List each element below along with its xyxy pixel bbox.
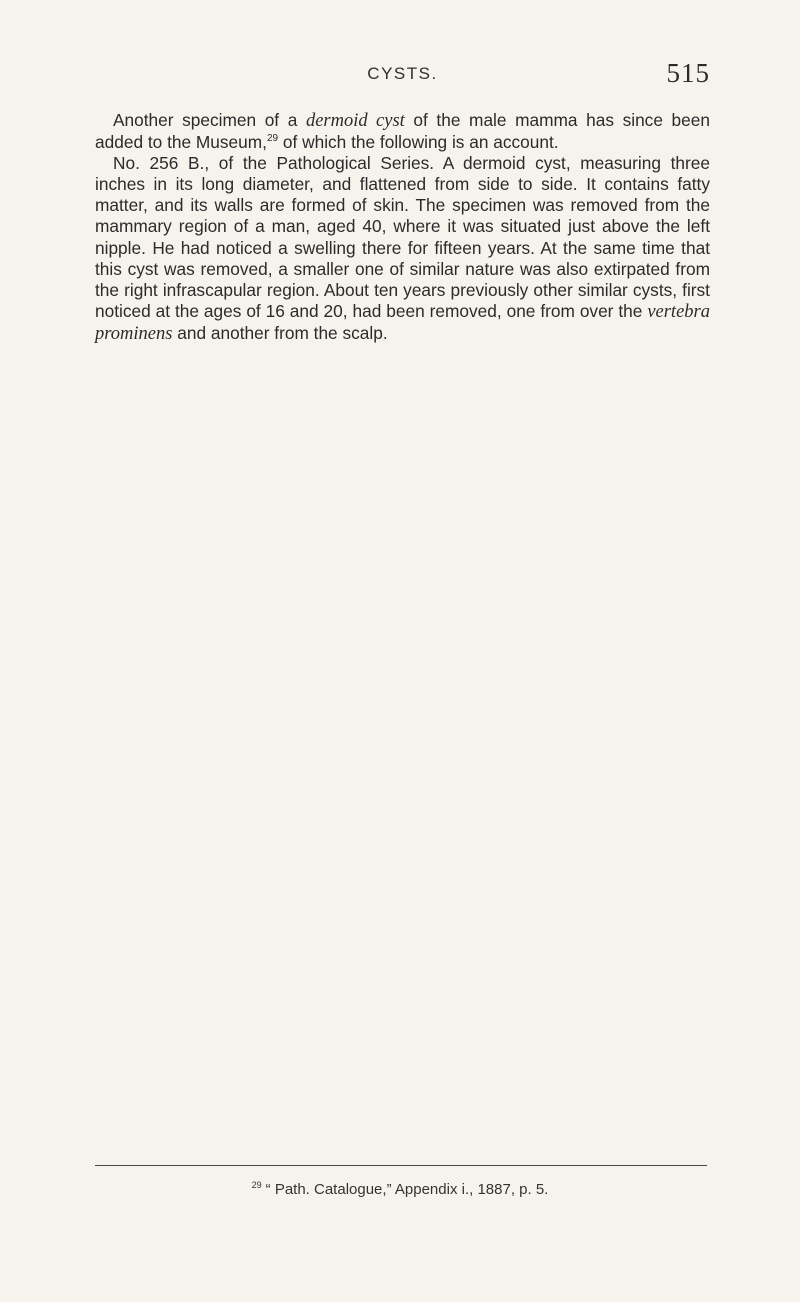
running-head [95,58,710,98]
footnote-reference: 29 [266,133,279,145]
p2-italic-term: vertebra prominens [95,301,710,344]
running-title: CYSTS. [367,64,438,83]
paragraph-1 [95,110,710,153]
p1-text-a: Another specimen of a [113,110,306,130]
paragraph-2 [95,153,710,345]
footnote-mark: 29 [251,1180,262,1190]
page-number: 515 [666,58,710,88]
p1-text-c: of which the following is an account. [278,132,559,153]
p1-italic-term: dermoid cyst [305,111,405,131]
p2-text-b: and another from the scalp. [172,322,388,343]
p1-text-b: of the male mamma has since been added to the Museum, [95,110,710,153]
footnote-divider [95,1165,707,1166]
body-text [95,110,710,345]
footnote [0,1181,800,1198]
p2-text-a: No. 256 B., of the Pathological Series. A dermoid cyst, measuring three inches in its long diameter, and flattened from side to side. It contains fatty matter, and its walls are formed of skin. The specimen was removed from the mammary region of a man, aged 40, where it was situated just above the left nipple. He had noticed a swelling there for fifteen years. At the same time that this cyst was removed, a smaller one of similar nature was also extirpated from the right infrascapular region. About ten years previously other similar cysts, first noticed at the ages of 16 and 20, had been removed, one from over the [95,153,710,321]
footnote-text: “ Path. Catalogue,” Appendix i., 1887, p. 5. [265,1181,549,1198]
